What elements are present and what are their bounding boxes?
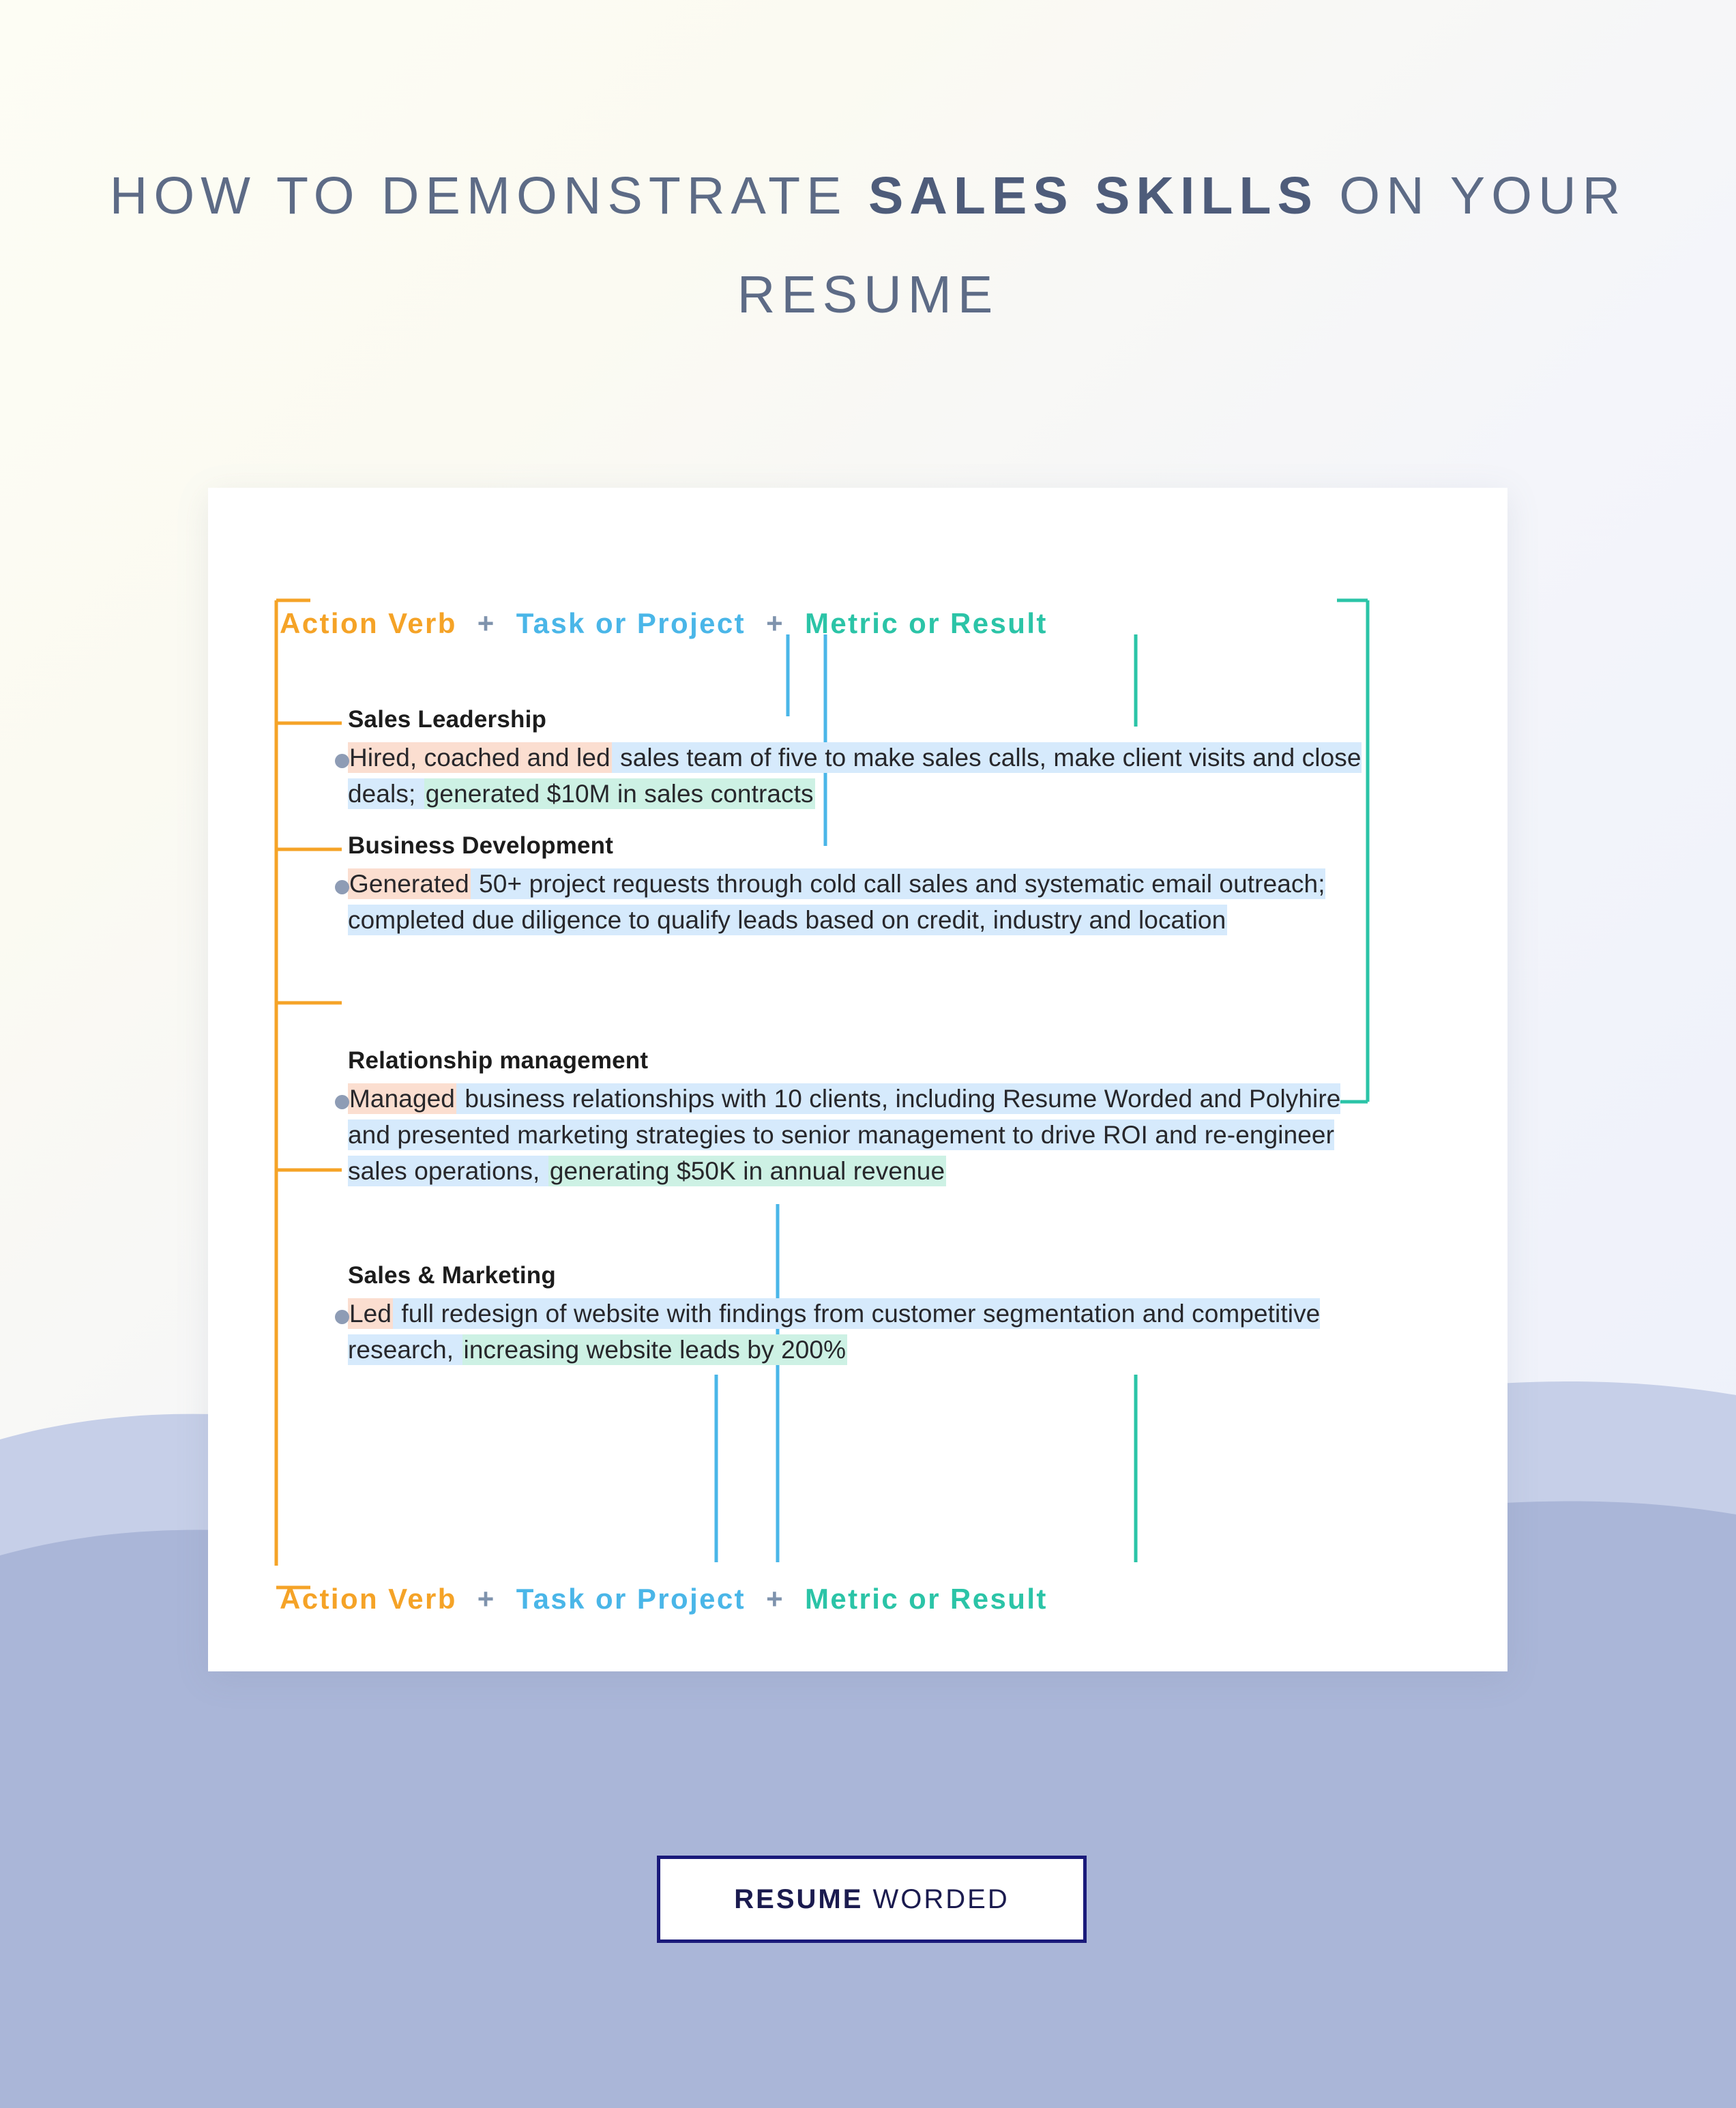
- bullet-heading: Sales & Marketing: [348, 1262, 556, 1289]
- bullet-segment-metric: generating $50K in annual revenue: [549, 1157, 945, 1185]
- legend-task-bottom: Task or Project: [516, 1583, 746, 1615]
- bullet-segment-metric: increasing website leads by 200%: [463, 1336, 847, 1364]
- legend-plus-1: +: [477, 607, 496, 639]
- page-title-suffix: ON YOUR RESUME: [737, 166, 1627, 324]
- logo-text-bold: RESUME: [734, 1884, 864, 1914]
- bullet-dot: [335, 1310, 349, 1324]
- bullet-segment-verb: Led: [349, 1300, 392, 1328]
- legend-action-verb-bottom: Action Verb: [280, 1583, 457, 1615]
- bullet-segment-verb: Hired, coached and led: [349, 744, 610, 772]
- page-title-highlight: SALES SKILLS: [868, 166, 1319, 225]
- bullet-dot: [335, 880, 349, 894]
- resume-bullet-card: [208, 488, 1507, 1671]
- bullet-heading: Sales Leadership: [348, 706, 547, 733]
- bullet-segment-verb: Managed: [349, 1085, 455, 1113]
- logo-text-light: WORDED: [863, 1884, 1010, 1914]
- bullet-segment-task: full redesign of website with findings from customer segmentation and competitive research,: [348, 1300, 1321, 1364]
- bullet-dot: [335, 1095, 349, 1109]
- legend-task: Task or Project: [516, 607, 746, 639]
- legend-plus-2: +: [766, 607, 784, 639]
- page-title-prefix: HOW TO DEMONSTRATE: [109, 166, 868, 225]
- bullet-heading: Relationship management: [348, 1047, 649, 1074]
- bullet-body: [348, 740, 1364, 812]
- bullet-block-sales-leadership: [348, 706, 1364, 812]
- bullet-dot: [335, 754, 349, 768]
- bullet-body: [348, 1295, 1364, 1368]
- bullet-segment-verb: Generated: [349, 870, 469, 898]
- bullet-segment-metric: generated $10M in sales contracts: [425, 780, 814, 808]
- legend-bottom: [280, 1583, 1453, 1615]
- logo-text: [734, 1884, 1009, 1915]
- bullet-segment-task: business relationships with 10 clients, including Resume Worded and Polyhire and presented marketing strategies to senior management to drive ROI and re-engineer sales operations,: [348, 1085, 1341, 1185]
- bullet-heading: Business Development: [348, 832, 614, 859]
- legend-plus-3: +: [477, 1583, 496, 1615]
- bullet-block-business-development: [348, 832, 1364, 938]
- legend-top: [280, 607, 1453, 640]
- bullet-segment-task: 50+ project requests through cold call sales and systematic email outreach; completed due diligence to qualify leads based on credit, industry and location: [348, 870, 1325, 934]
- legend-metric: Metric or Result: [805, 607, 1048, 639]
- bullet-body: [348, 1081, 1364, 1189]
- legend-plus-4: +: [766, 1583, 784, 1615]
- legend-action-verb: Action Verb: [280, 607, 457, 639]
- legend-metric-bottom: Metric or Result: [805, 1583, 1048, 1615]
- page-title: [0, 147, 1736, 345]
- bullet-body: [348, 866, 1364, 938]
- bullet-block-relationship-management: [348, 1047, 1364, 1189]
- bullet-block-sales-marketing: [348, 1262, 1364, 1368]
- bullet-segment-task: sales team of five to make sales calls, make client visits and close deals;: [348, 744, 1362, 808]
- resume-worded-logo: [657, 1856, 1087, 1943]
